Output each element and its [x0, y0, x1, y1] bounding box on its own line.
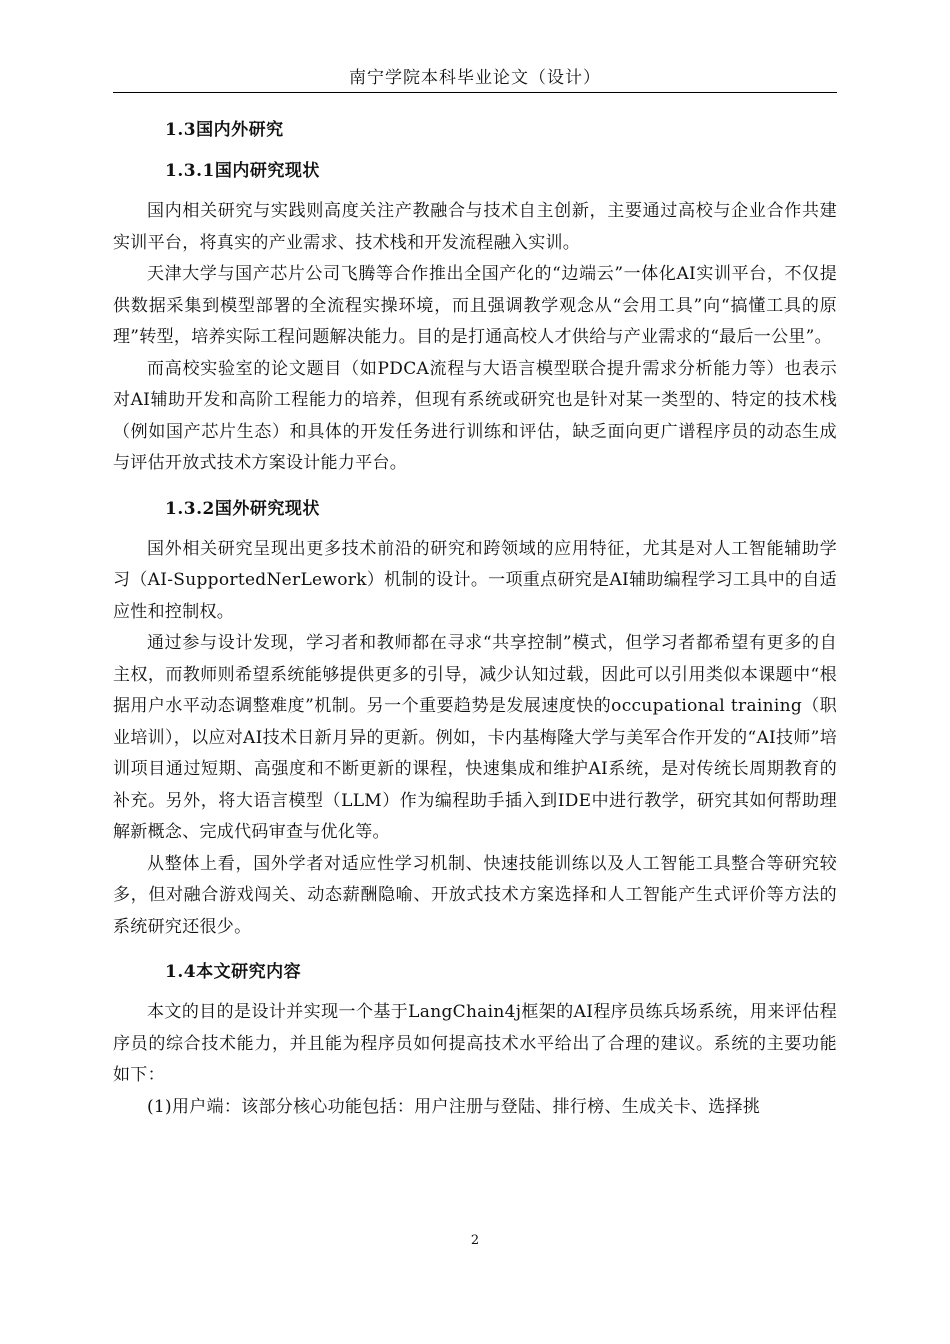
- running-header: 南宁学院本科毕业论文（设计）: [349, 68, 601, 88]
- section-heading-1-3-1: 1.3.1国内研究现状: [165, 161, 320, 181]
- paragraph: 而高校实验室的论文题目（如PDCA流程与大语言模型联合提升需求分析能力等）也表示对AI辅助开发和高阶工程能力的培养，但现有系统或研究也是针对某一类型的、特定的技术栈（例如国产芯片生态）和具体的开发任务进行训练和评估，缺乏面向更广谱程序员的动态生成与评估开放式技术方案设计能力平台。: [113, 358, 837, 473]
- body-text: [113, 114, 837, 1123]
- section-heading-1-4: 1.4本文研究内容: [165, 962, 302, 982]
- page-number: 2: [470, 1233, 480, 1248]
- paragraph: 国内相关研究与实践则高度关注产教融合与技术自主创新，主要通过高校与企业合作共建实训平台，将真实的产业需求、技术栈和开发流程融入实训。: [113, 201, 837, 253]
- paragraph: (1)用户端：该部分核心功能包括：用户注册与登陆、排行榜、生成关卡、选择挑: [147, 1096, 761, 1117]
- paragraph: 国外相关研究呈现出更多技术前沿的研究和跨领域的应用特征，尤其是对人工智能辅助学习（AI-SupportedNerLework）机制的设计。一项重点研究是AI辅助编程学习工具中的自适应性和控制权。: [113, 538, 837, 622]
- paragraph: 本文的目的是设计并实现一个基于LangChain4j框架的AI程序员练兵场系统，用来评估程序员的综合技术能力，并且能为程序员如何提高技术水平给出了合理的建议。系统的主要功能如下：: [113, 1002, 837, 1085]
- section-heading-1-3-2: 1.3.2国外研究现状: [165, 498, 320, 519]
- paragraph: 天津大学与国产芯片公司飞腾等合作推出全国产化的“边端云”一体化AI实训平台，不仅提供数据采集到模型部署的全流程实操环境，而且强调教学观念从“会用工具”向“搞懂工具的原理”转型，培养实际工程问题解决能力。目的是打通高校人才供给与产业需求的“最后一公里”。: [113, 264, 837, 347]
- paragraph: 通过参与设计发现，学习者和教师都在寻求“共享控制”模式，但学习者都希望有更多的自主权，而教师则希望系统能够提供更多的引导，减少认知过载，因此可以引用类似本课题中“根据用户水平动态调整难度”机制。另一个重要趋势是发展速度快的occupational training（职业培训），以应对AI技术日新月异的更新。例如，卡内基梅隆大学与美军合作开发的“AI技师”培训项目通过短期、高强度和不断更新的课程，快速集成和维护AI系统，是对传统长周期教育的补充。另外，将大语言模型（LLM）作为编程助手插入到IDE中进行教学，研究其如何帮助理解新概念、完成代码审查与优化等。: [113, 633, 837, 842]
- paragraph: 从整体上看，国外学者对适应性学习机制、快速技能训练以及人工智能工具整合等研究较多，但对融合游戏闯关、动态薪酬隐喻、开放式技术方案选择和人工智能产生式评价等方法的系统研究还很少。: [113, 853, 837, 937]
- section-heading-1-3: 1.3国内外研究: [165, 120, 284, 140]
- header-rule: [113, 92, 837, 93]
